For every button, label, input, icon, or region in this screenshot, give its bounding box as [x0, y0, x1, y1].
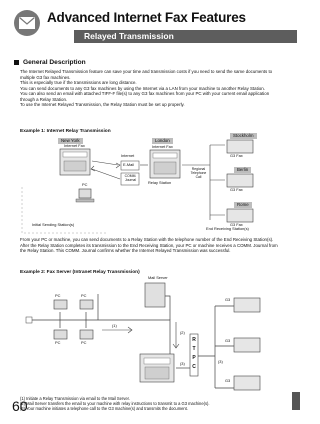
pstn-letter: T	[192, 346, 196, 352]
g3-label: G3	[225, 378, 231, 383]
pstn-letter: R	[192, 337, 196, 343]
page-subtitle: Relayed Transmission	[84, 31, 174, 41]
step-3-label: (3)	[180, 361, 185, 366]
initial-sending-label: Initial Sending Station(s)	[32, 222, 75, 227]
paragraph: The Internet Relayed Transmission feature can save your time and transmission costs if you need to send the same documents to multiple G3 fax machines.	[20, 69, 273, 80]
pstn-label	[191, 336, 197, 372]
internet-fax-label: Internet Fax	[152, 144, 173, 149]
pc-label: PC	[81, 340, 87, 345]
bullet-square-icon	[14, 60, 19, 65]
email-label: E-Mail	[123, 162, 135, 167]
paragraph: You can send documents to any G3 fax machines by using the Internet via a LAN from your machine to another Relay Station.	[20, 85, 265, 91]
end-receiving-label: End Receiving Station(s)	[206, 226, 249, 231]
internet-fax-label: Internet Fax	[64, 143, 85, 148]
step-notes	[20, 396, 290, 412]
example2-title: Example 2: Fax Server (Intranet Relay Transmission)	[20, 270, 140, 275]
note: (2) Mail Server transfers the email to your machine with relay instructions to transmit to a G3 machine(s).	[20, 401, 210, 407]
pc-label: PC	[82, 182, 88, 187]
pstn-letter: C	[192, 364, 196, 370]
g3-label: G3	[225, 338, 231, 343]
pc-label: PC	[55, 293, 61, 298]
internet-label: Internet	[121, 153, 135, 158]
location-london: London	[152, 138, 173, 144]
after-text	[20, 237, 285, 254]
page-title: Advanced Internet Fax Features	[47, 10, 246, 25]
page-number: 60	[12, 398, 28, 414]
g3-fax-label: G3 Fax	[230, 153, 243, 158]
section-title: General Description	[23, 59, 86, 66]
pc-label: PC	[55, 340, 61, 345]
location-stockholm: Stockholm	[230, 133, 257, 139]
mail-server-label: Mail Server	[148, 275, 168, 280]
note: (1) Initiate a Relay Transmission via email to the Mail Server.	[20, 396, 130, 401]
description-body	[20, 69, 285, 108]
relay-diagram	[20, 135, 285, 235]
step-1-label: (1)	[112, 323, 117, 328]
paragraph: After the Relay Station completes its transmission to the End Receiving Station, your PC or machine receives a COMM. Journal from the Relay Station. This COMM. Journal confirms whether the Internet Relayed Transmission was successful.	[20, 242, 278, 253]
pc-label: PC	[81, 293, 87, 298]
g3-fax-label: G3 Fax	[230, 222, 243, 227]
paragraph: This is especially true if the transmissions are long distance.	[20, 80, 137, 85]
comm-journal-label: COMM. Journal	[124, 174, 137, 182]
location-berlin: Berlin	[234, 167, 251, 173]
step-2-label: (2)	[180, 330, 185, 335]
note: (3) Your machine initiates a telephone call to the G3 machine(s) and transmits the document.	[20, 406, 188, 412]
relay-station-label: Relay Station	[148, 180, 172, 185]
location-new-york: New York	[58, 138, 83, 144]
section-heading	[14, 59, 86, 66]
step-3-label: (3)	[218, 359, 223, 364]
paragraph: From your PC or machine, you can send documents to a Relay Station with the telephone number of the End Receiving Station(s).	[20, 237, 274, 242]
paragraph: To use the Internet Relayed Transmission, the Relay Station must be set up properly.	[20, 102, 185, 107]
g3-fax-label: G3 Fax	[230, 187, 243, 192]
example1-title: Example 1: Internet Relay Transmission	[20, 129, 111, 134]
paragraph: You can also send an email with attached TIFF-F file(s) to any G3 fax machines from your PC with your current email application through a Relay Station.	[20, 91, 270, 102]
fax-server-diagram	[20, 276, 285, 392]
g3-label: G3	[225, 297, 231, 302]
envelope-icon	[14, 10, 40, 36]
regional-call-label: Regional Telephone Call	[190, 167, 207, 179]
page-edge-tab	[292, 392, 300, 410]
pstn-letter: P	[192, 355, 196, 361]
location-rome: Rome	[234, 202, 252, 208]
